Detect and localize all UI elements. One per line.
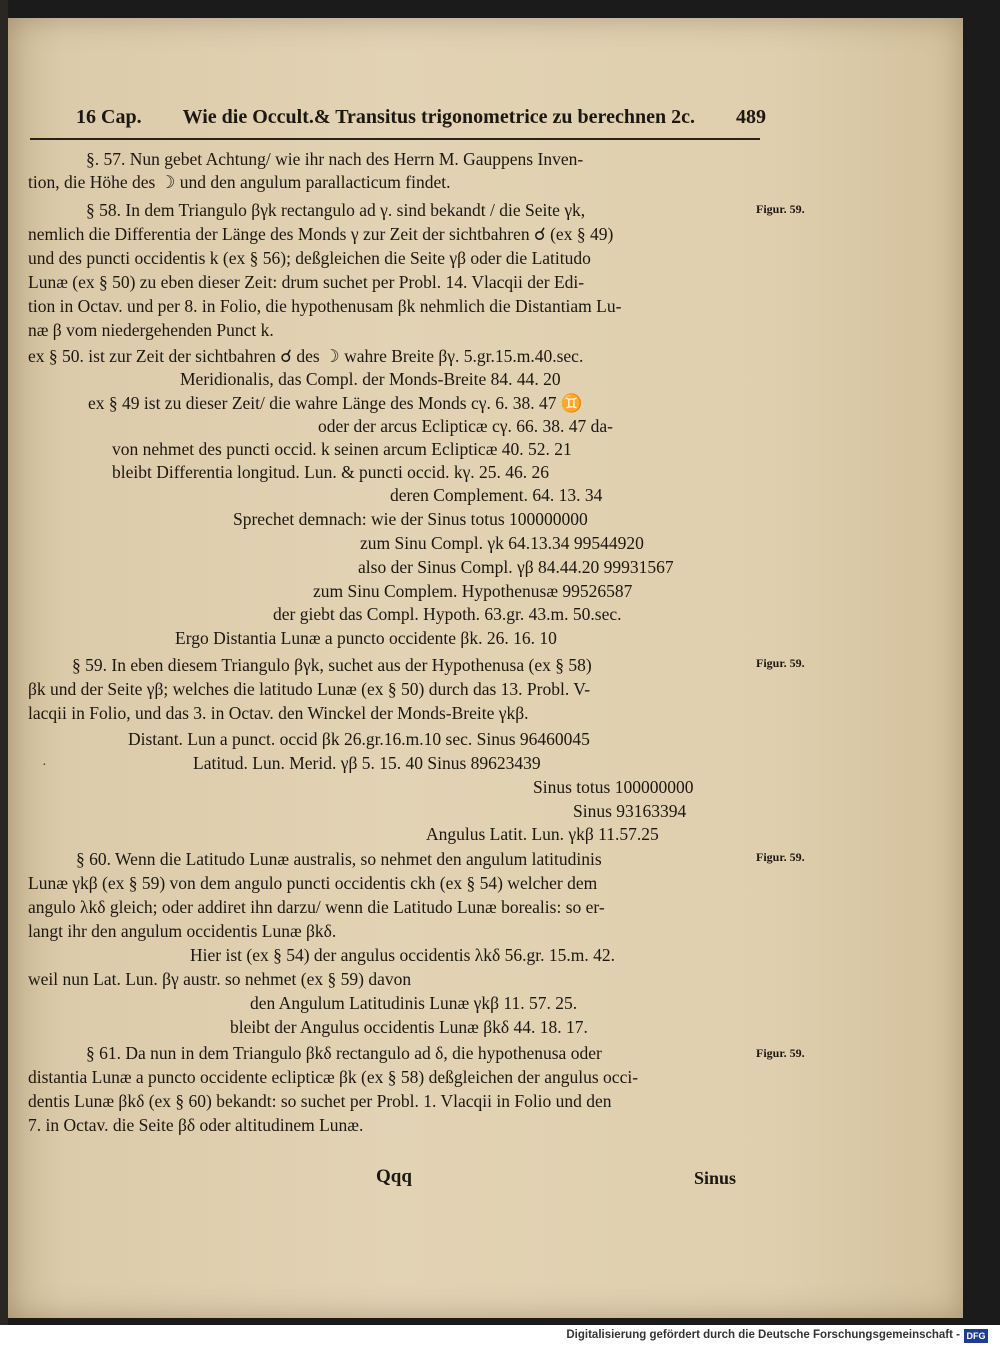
text-line: Meridionalis, das Compl. der Monds-Breite 84. 44. 20 bbox=[180, 369, 561, 389]
text-line: distantia Lunæ a puncto occidente eclipticæ βk (ex § 58) deßgleichen der angulus occi- bbox=[28, 1067, 639, 1087]
funding-notice: Digitalisierung gefördert durch die Deutsche Forschungsgemeinschaft - bbox=[566, 1329, 960, 1341]
text-line: angulo λkδ gleich; oder addiret ihn darzu/ wenn die Latitudo Lunæ borealis: so er- bbox=[28, 897, 605, 917]
ink-speck: · bbox=[42, 758, 47, 773]
header-page-number: 489 bbox=[735, 106, 766, 128]
text-line: Lunæ (ex § 50) zu eben dieser Zeit: drum suchet per Probl. 14. Vlacqii der Edi- bbox=[28, 272, 585, 292]
text-line: § 60. Wenn die Latitudo Lunæ australis, so nehmet den angulum latitudinis bbox=[76, 849, 602, 869]
text-line: βk und der Seite γβ; welches die latitudo Lunæ (ex § 50) durch das 13. Probl. V- bbox=[28, 679, 591, 699]
running-header bbox=[76, 106, 766, 129]
book-page bbox=[8, 18, 963, 1318]
signature-mark: Qqq bbox=[376, 1166, 412, 1187]
margin-note-figure: Figur. 59. bbox=[756, 850, 805, 864]
text-line: bleibt der Angulus occidentis Lunæ βkδ 44. 18. 17. bbox=[230, 1017, 588, 1037]
text-line: deren Complement. 64. 13. 34 bbox=[390, 485, 603, 505]
text-line: lacqii in Folio, und das 3. in Octav. den Winckel der Monds-Breite γkβ. bbox=[28, 703, 529, 723]
text-line: ex § 50. ist zur Zeit der sichtbahren ☌ des ☽ wahre Breite βγ. 5.gr.15.m.40.sec. bbox=[28, 346, 584, 366]
text-line: § 58. In dem Triangulo βγk rectangulo ad γ. sind bekandt / die Seite γk, bbox=[86, 200, 586, 220]
header-rule bbox=[30, 138, 760, 140]
margin-note-figure: Figur. 59. bbox=[756, 202, 805, 216]
text-line: der giebt das Compl. Hypoth. 63.gr. 43.m. 50.sec. bbox=[273, 604, 622, 624]
text-line: dentis Lunæ βkδ (ex § 60) bekandt: so suchet per Probl. 1. Vlacqii in Folio und den bbox=[28, 1091, 612, 1111]
text-line: und des puncti occidentis k (ex § 56); deßgleichen die Seite γβ oder die Latitudo bbox=[28, 248, 591, 268]
catchword: Sinus bbox=[694, 1168, 737, 1188]
text-line: also der Sinus Compl. γβ 84.44.20 99931567 bbox=[358, 557, 674, 577]
text-line: Latitud. Lun. Merid. γβ 5. 15. 40 Sinus 89623439 bbox=[193, 753, 541, 773]
text-line: weil nun Lat. Lun. βγ austr. so nehmet (ex § 59) davon bbox=[28, 969, 412, 989]
text-line: langt ihr den angulum occidentis Lunæ βkδ. bbox=[28, 921, 337, 941]
margin-note-figure: Figur. 59. bbox=[756, 1046, 805, 1060]
text-line: Distant. Lun a punct. occid βk 26.gr.16.m.10 sec. Sinus 96460045 bbox=[128, 729, 590, 749]
text-line: bleibt Differentia longitud. Lun. & puncti occid. kγ. 25. 46. 26 bbox=[112, 462, 550, 482]
text-line: §. 57. Nun gebet Achtung/ wie ihr nach des Herrn M. Gauppens Inven- bbox=[86, 149, 584, 169]
scan-edge bbox=[0, 0, 8, 1325]
text-line: von nehmet des puncti occid. k seinen arcum Eclipticæ 40. 52. 21 bbox=[112, 439, 572, 459]
text-line: tion, die Höhe des ☽ und den angulum parallacticum findet. bbox=[28, 172, 451, 192]
text-line: næ β vom niedergehenden Punct k. bbox=[28, 320, 274, 340]
text-line: nemlich die Differentia der Länge des Monds γ zur Zeit der sichtbahren ☌ (ex § 49) bbox=[28, 224, 614, 244]
text-line: Angulus Latit. Lun. γkβ 11.57.25 bbox=[426, 824, 659, 844]
text-line: Sinus 93163394 bbox=[573, 801, 687, 821]
text-line: den Angulum Latitudinis Lunæ γkβ 11. 57. 25. bbox=[250, 993, 578, 1013]
margin-note-figure: Figur. 59. bbox=[756, 656, 805, 670]
text-line: zum Sinu Compl. γk 64.13.34 99544920 bbox=[360, 533, 644, 553]
text-line: ex § 49 ist zu dieser Zeit/ die wahre Länge des Monds cγ. 6. 38. 47 ♊ bbox=[88, 393, 583, 413]
text-line: tion in Octav. und per 8. in Folio, die hypothenusam βk nehmlich die Distantiam Lu- bbox=[28, 296, 622, 316]
text-line: Sprechet demnach: wie der Sinus totus 100000000 bbox=[233, 509, 588, 529]
header-title: Wie die Occult.& Transitus trigonometrice zu berechnen 2c. bbox=[182, 106, 695, 128]
footer-bar bbox=[0, 1325, 1000, 1348]
text-line: zum Sinu Complem. Hypothenusæ 99526587 bbox=[313, 581, 633, 601]
header-chapter: 16 Cap. bbox=[76, 106, 142, 128]
text-line: § 61. Da nun in dem Triangulo βkδ rectangulo ad δ, die hypothenusa oder bbox=[86, 1043, 602, 1063]
text-line: § 59. In eben diesem Triangulo βγk, suchet aus der Hypothenusa (ex § 58) bbox=[72, 655, 592, 675]
text-line: Lunæ γkβ (ex § 59) von dem angulo puncti occidentis ckh (ex § 54) welcher dem bbox=[28, 873, 598, 893]
text-line: 7. in Octav. die Seite βδ oder altitudinem Lunæ. bbox=[28, 1115, 364, 1135]
text-line: oder der arcus Eclipticæ cγ. 66. 38. 47 da- bbox=[318, 416, 613, 436]
text-line: Sinus totus 100000000 bbox=[533, 777, 694, 797]
text-line: Hier ist (ex § 54) der angulus occidentis λkδ 56.gr. 15.m. 42. bbox=[190, 945, 615, 965]
dfg-logo: DFG bbox=[964, 1329, 988, 1343]
text-line: Ergo Distantia Lunæ a puncto occidente βk. 26. 16. 10 bbox=[175, 628, 557, 648]
